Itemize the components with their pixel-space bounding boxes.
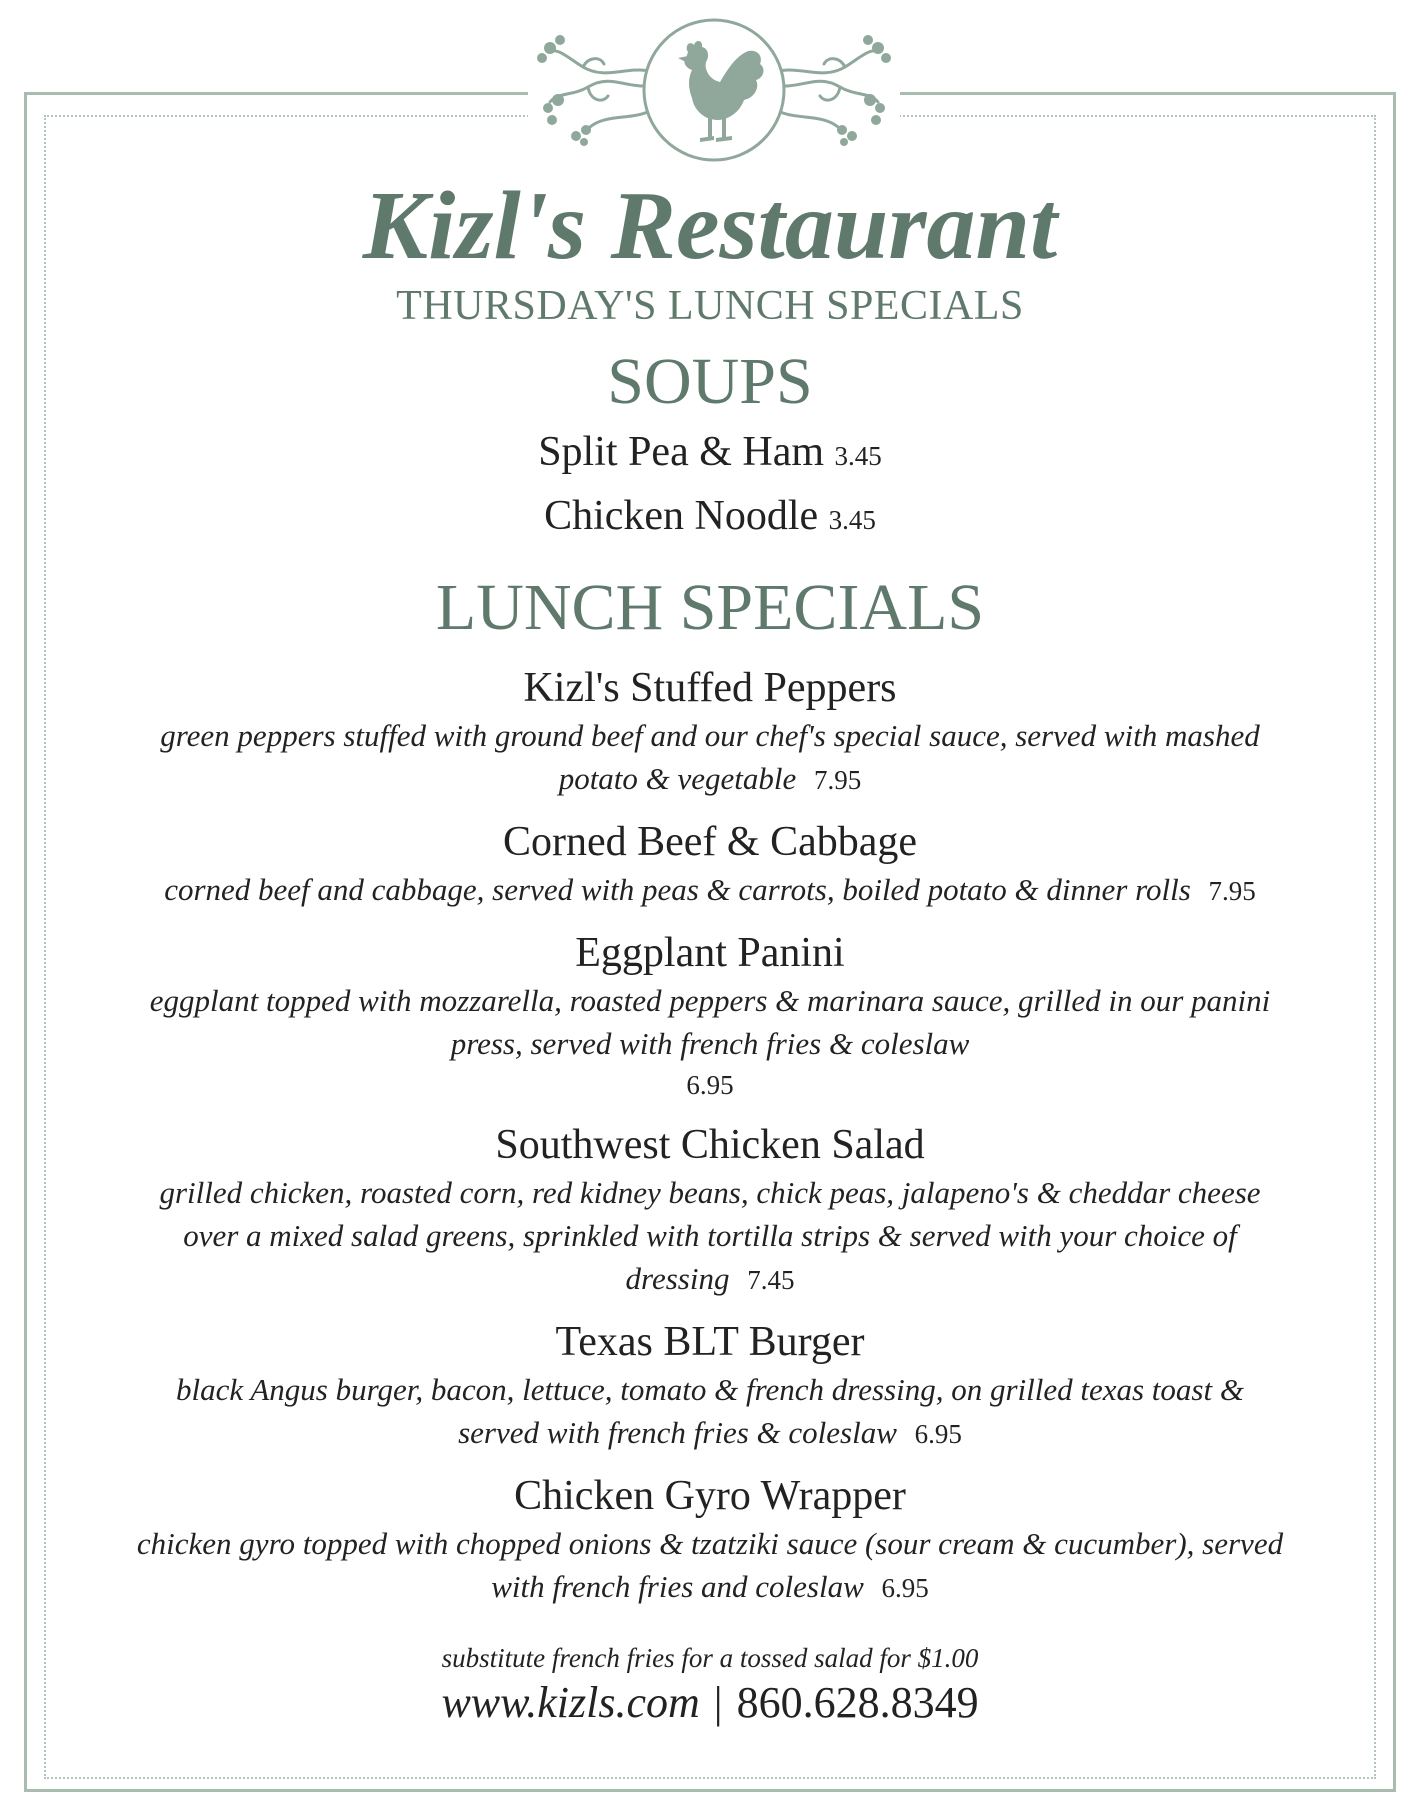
special-price: 6.95 bbox=[881, 1573, 929, 1603]
description-line: grilled chicken, roasted corn, red kidney beans, chick peas, jalapeno's & cheddar cheese bbox=[159, 1175, 1261, 1210]
rooster-emblem bbox=[528, 12, 900, 172]
soup-item bbox=[50, 422, 1370, 486]
special-description bbox=[50, 868, 1370, 913]
menu-content bbox=[50, 170, 1370, 1730]
description-line: with french fries and coleslaw bbox=[491, 1569, 864, 1604]
special-price: 6.95 bbox=[914, 1419, 962, 1449]
special-item bbox=[50, 1119, 1370, 1302]
special-name: Texas BLT Burger bbox=[555, 1319, 865, 1365]
special-name: Eggplant Panini bbox=[575, 930, 845, 976]
soup-item bbox=[50, 486, 1370, 550]
special-item bbox=[50, 1470, 1370, 1610]
special-item bbox=[50, 927, 1370, 1105]
menu-subtitle: THURSDAY'S LUNCH SPECIALS bbox=[396, 283, 1024, 329]
special-price: 6.95 bbox=[686, 1070, 734, 1100]
soup-name: Split Pea & Ham bbox=[538, 429, 825, 475]
soups-heading: SOUPS bbox=[607, 345, 813, 418]
special-name: Kizl's Stuffed Peppers bbox=[523, 665, 897, 711]
special-name: Chicken Gyro Wrapper bbox=[514, 1473, 906, 1519]
special-item bbox=[50, 662, 1370, 802]
soup-list bbox=[50, 422, 1370, 550]
website-link[interactable]: www.kizls.com bbox=[441, 1678, 700, 1727]
phone-number: 860.628.8349 bbox=[736, 1678, 979, 1727]
rooster-icon bbox=[528, 12, 900, 172]
special-description bbox=[50, 714, 1370, 802]
description-line: chicken gyro topped with chopped onions & tzatziki sauce (sour cream & cucumber), served bbox=[136, 1526, 1284, 1561]
lunch-specials-heading: LUNCH SPECIALS bbox=[435, 571, 985, 644]
soup-price: 3.45 bbox=[828, 505, 876, 535]
description-line: potato & vegetable bbox=[558, 761, 797, 796]
description-line: green peppers stuffed with ground beef and our chef's special sauce, served with mashed bbox=[160, 718, 1260, 753]
soup-price: 3.45 bbox=[834, 441, 882, 471]
special-price: 7.45 bbox=[747, 1265, 795, 1295]
description-line: corned beef and cabbage, served with peas & carrots, boiled potato & dinner rolls bbox=[164, 872, 1191, 907]
special-description bbox=[50, 1171, 1370, 1302]
special-description bbox=[50, 979, 1370, 1065]
special-price: 7.95 bbox=[814, 765, 862, 795]
special-price: 7.95 bbox=[1208, 876, 1256, 906]
special-name: Corned Beef & Cabbage bbox=[502, 819, 918, 865]
special-item bbox=[50, 816, 1370, 913]
description-line: black Angus burger, bacon, lettuce, tomato & french dressing, on grilled texas toast & bbox=[176, 1372, 1244, 1407]
contact-line bbox=[50, 1676, 1370, 1730]
description-line: over a mixed salad greens, sprinkled with tortilla strips & served with your choice of bbox=[183, 1218, 1237, 1253]
description-line: served with french fries & coleslaw bbox=[458, 1415, 897, 1450]
special-name: Southwest Chicken Salad bbox=[495, 1122, 925, 1168]
special-item bbox=[50, 1316, 1370, 1456]
substitution-note: substitute french fries for a tossed salad for $1.00 bbox=[441, 1643, 979, 1673]
contact-separator: | bbox=[713, 1678, 723, 1727]
description-line: eggplant topped with mozzarella, roasted peppers & marinara sauce, grilled in our panini bbox=[149, 983, 1271, 1018]
description-line: press, served with french fries & coleslaw bbox=[450, 1026, 970, 1061]
special-description bbox=[50, 1368, 1370, 1456]
restaurant-title: Kizl's Restaurant bbox=[362, 172, 1058, 280]
soup-name: Chicken Noodle bbox=[544, 493, 819, 539]
special-description bbox=[50, 1522, 1370, 1610]
description-line: dressing bbox=[625, 1261, 730, 1296]
